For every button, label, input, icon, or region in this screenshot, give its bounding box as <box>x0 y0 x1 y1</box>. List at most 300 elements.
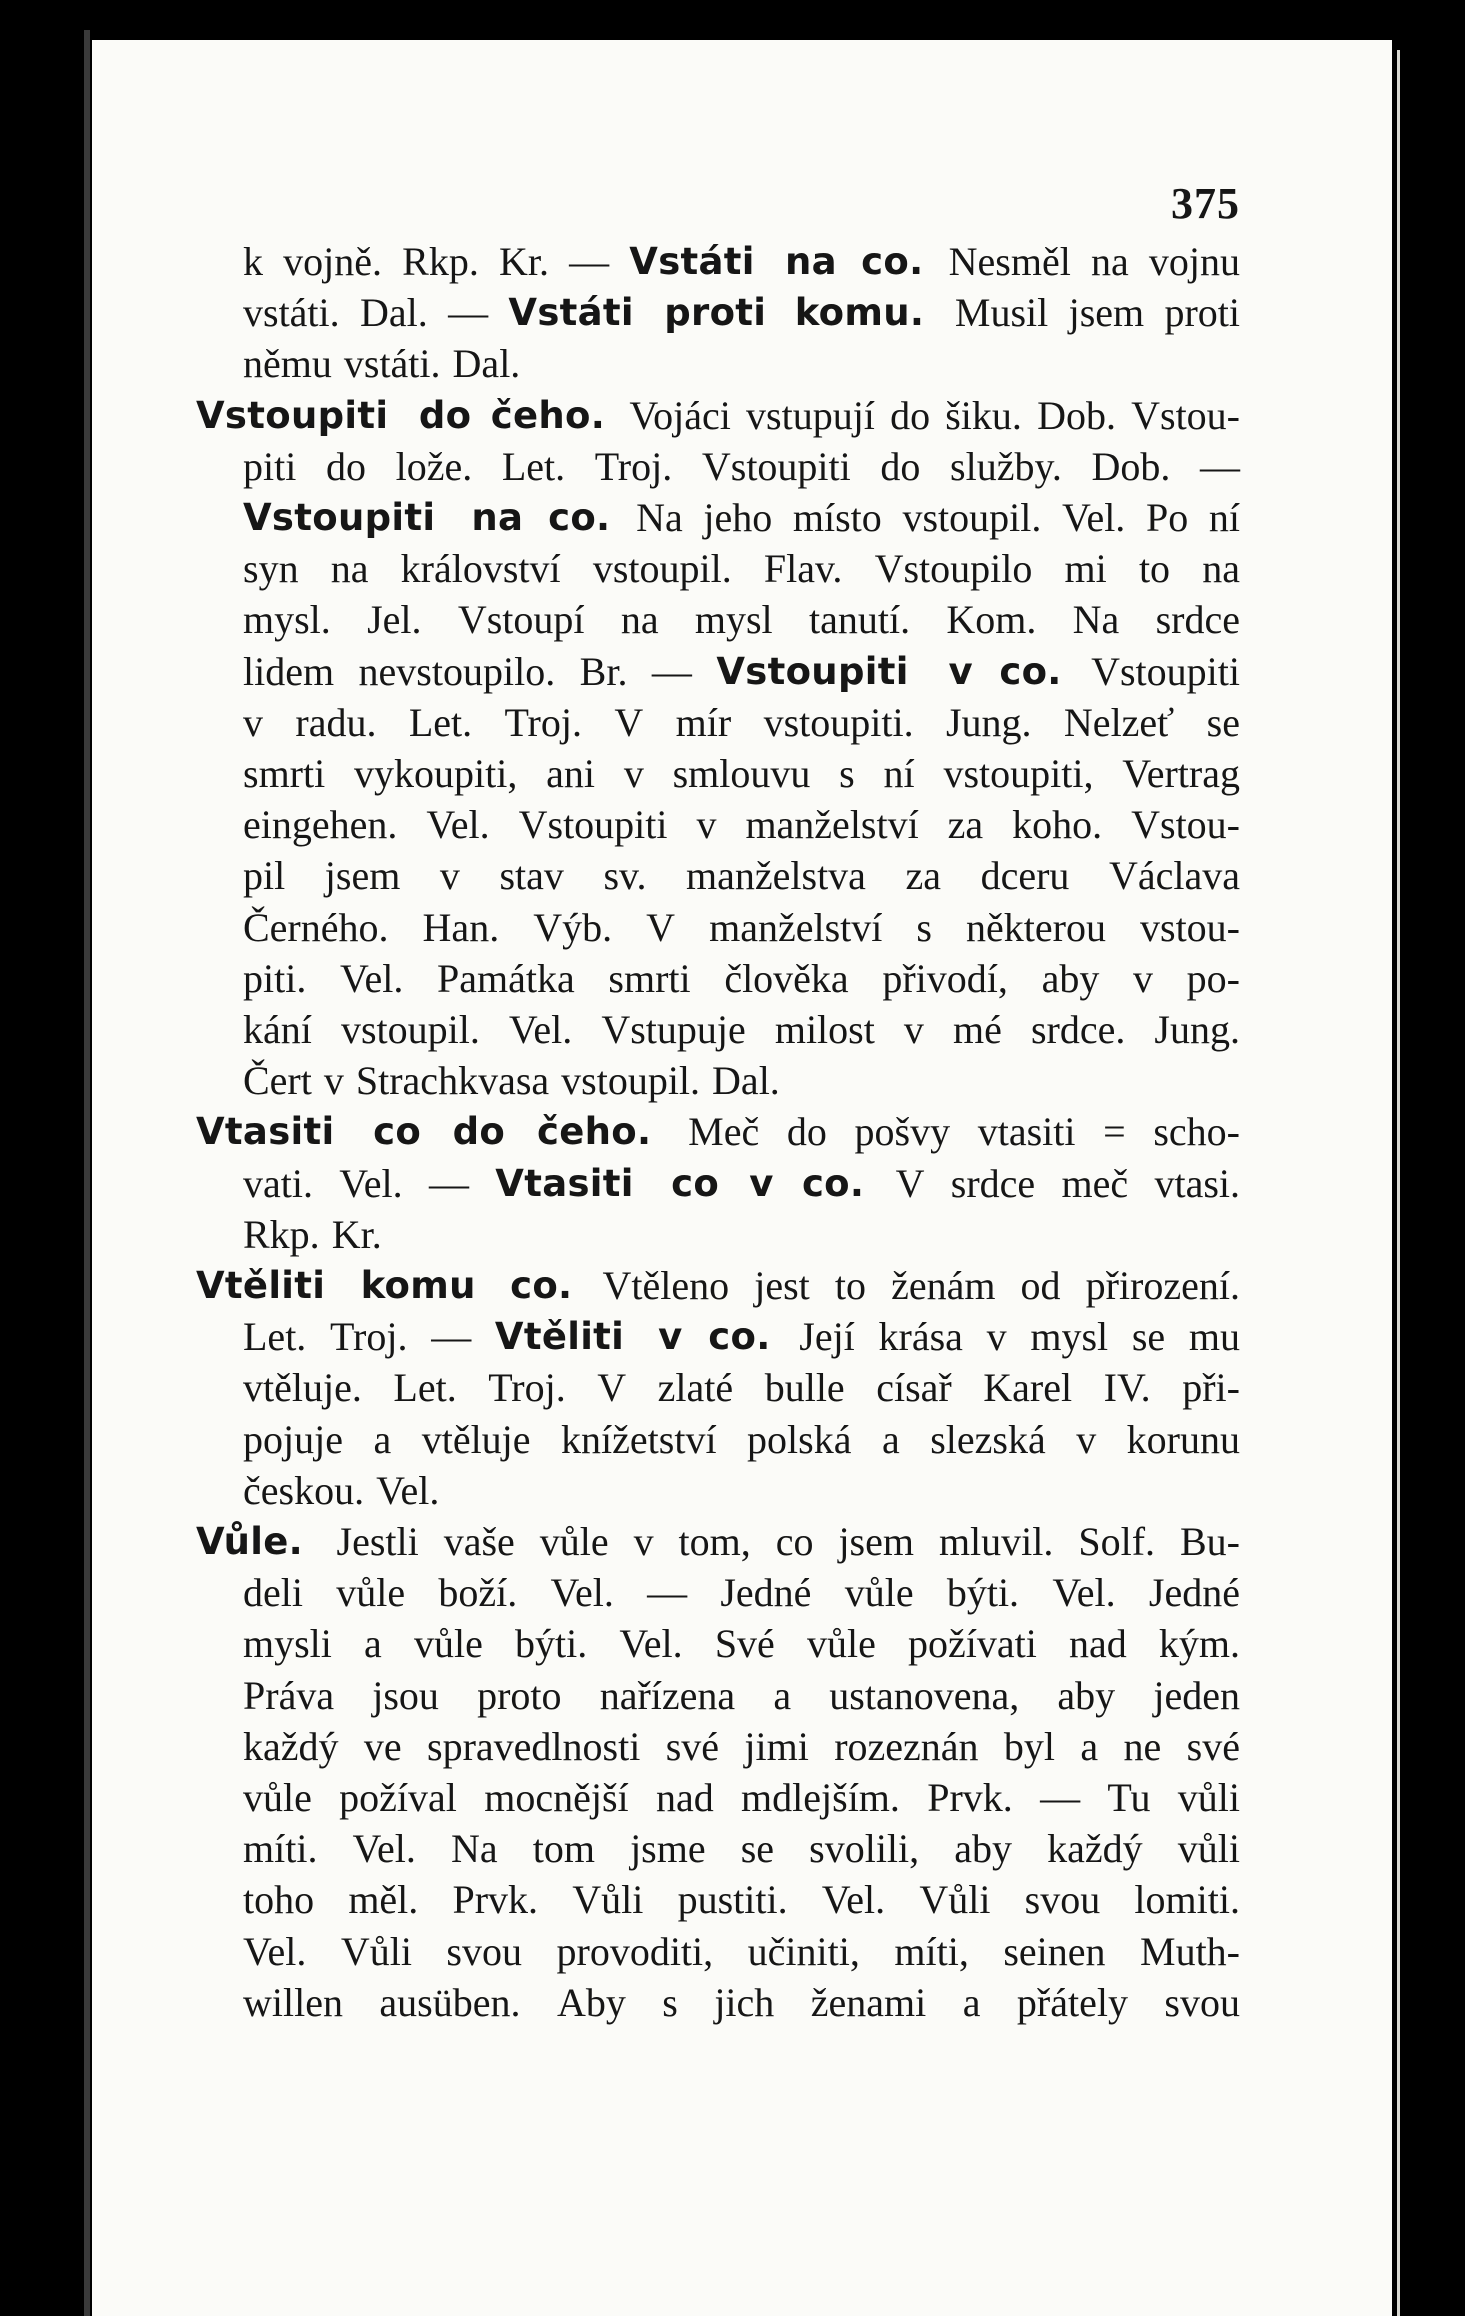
text-word: mi <box>1064 546 1107 592</box>
text-word: ní <box>1208 495 1240 540</box>
text-word: spravedlnosti <box>427 1723 641 1769</box>
headword: v <box>948 649 973 693</box>
text-word: Vel. <box>376 1467 440 1513</box>
text-word: se <box>1131 1314 1166 1360</box>
text-word: Vel. <box>426 802 490 848</box>
text-word: na <box>330 546 369 592</box>
text-word: Vojáci <box>629 392 731 438</box>
text-word: radu. <box>295 699 377 745</box>
text-word: němu <box>243 341 332 387</box>
text-word: Čert <box>243 1058 312 1104</box>
text-word: vstáti. <box>243 290 340 336</box>
text-word: Výb. <box>533 904 613 950</box>
headword: Vstoupiti <box>243 496 436 539</box>
headword: Vstoupiti <box>716 649 909 693</box>
headword: komu. <box>794 291 925 335</box>
text-line <box>0 1824 1465 1874</box>
text-word: kání <box>243 1007 312 1052</box>
text-line <box>0 1107 1465 1157</box>
text-word: Karel <box>983 1365 1073 1411</box>
text-word: vůle <box>413 1621 483 1667</box>
headword: na <box>784 240 837 283</box>
text-word: své <box>665 1723 720 1769</box>
text-word: — <box>1040 1775 1081 1820</box>
text-word: mluvil. <box>938 1519 1054 1564</box>
text-word: vati. <box>243 1160 313 1206</box>
text-word: mysl <box>1030 1314 1109 1360</box>
text-line <box>0 544 1465 594</box>
text-word: vstoupil. <box>592 546 732 592</box>
text-word: Václava <box>1108 853 1240 899</box>
text-word: — <box>647 1570 688 1616</box>
text-word: Flav. <box>763 546 843 592</box>
text-word: Jedné <box>1148 1570 1240 1616</box>
text-word: Vůli <box>919 1877 991 1923</box>
headword: v <box>658 1315 683 1359</box>
text-word: s <box>839 751 855 796</box>
text-word: Troj. <box>594 443 673 489</box>
text-word: se <box>740 1826 775 1872</box>
text-word: Dal. <box>452 341 521 387</box>
text-word: — <box>431 1314 472 1360</box>
text-word: bulle <box>764 1365 845 1411</box>
text-word: aby <box>1041 955 1100 1001</box>
text-word: Bu- <box>1180 1519 1240 1564</box>
text-word: vůle <box>243 1775 312 1820</box>
text-word: willen <box>243 1979 343 2025</box>
text-line <box>0 954 1465 1004</box>
headword: čeho. <box>536 1110 652 1154</box>
text-line <box>0 1978 1465 2028</box>
text-line <box>0 851 1465 901</box>
text-word: byl <box>1003 1723 1056 1769</box>
text-word: mír <box>675 699 732 745</box>
text-word: učiniti, <box>747 1928 860 1974</box>
text-word: = <box>1103 1109 1126 1155</box>
headword: Vtasiti <box>495 1161 634 1205</box>
text-word: na <box>1090 239 1129 284</box>
text-line <box>0 1312 1465 1362</box>
text-word: slezská <box>930 1416 1046 1462</box>
text-word: nevstoupilo. <box>358 648 556 694</box>
text-word: v <box>623 751 644 796</box>
text-line <box>0 1005 1465 1055</box>
text-word: ve <box>363 1723 402 1769</box>
text-word: svolili, <box>809 1826 920 1872</box>
text-line <box>0 237 1465 287</box>
text-word: tom <box>532 1826 595 1872</box>
text-line <box>0 1568 1465 1618</box>
text-word: jsem <box>1068 290 1145 336</box>
text-word: piti. <box>243 955 307 1001</box>
text-word: Na <box>636 495 683 540</box>
text-word: a <box>1080 1723 1099 1769</box>
text-word: — <box>1200 443 1240 489</box>
text-word: a <box>881 1416 900 1462</box>
text-word: Vstou- <box>1131 392 1240 438</box>
text-word: jest <box>754 1263 810 1308</box>
text-word: vaše <box>443 1519 515 1564</box>
text-word: a <box>773 1672 792 1718</box>
text-word: knížetství <box>561 1416 717 1462</box>
text-word: nad <box>1068 1621 1127 1667</box>
headword: Vstoupiti <box>196 393 389 437</box>
text-word: Musil <box>954 290 1049 336</box>
headword: komu <box>360 1264 476 1307</box>
text-word: v <box>323 1058 344 1104</box>
text-word: nařízena <box>599 1672 736 1718</box>
text-word: manželstva <box>686 853 866 899</box>
text-word: seinen <box>1003 1928 1106 1974</box>
text-word: IV. <box>1103 1365 1151 1411</box>
text-word: smrti <box>243 751 326 796</box>
text-word: po- <box>1186 955 1240 1001</box>
text-word: Vel. <box>243 1928 307 1974</box>
text-word: kým. <box>1158 1621 1240 1667</box>
text-word: jeden <box>1153 1672 1240 1718</box>
text-word: stav <box>499 853 564 899</box>
text-word: aby <box>1057 1672 1116 1718</box>
text-word: ne <box>1123 1723 1162 1769</box>
text-word: jeho <box>703 495 773 540</box>
headword: čeho. <box>490 393 606 437</box>
text-word: pošvy <box>854 1109 951 1155</box>
text-word: vstupují <box>746 392 875 438</box>
text-word: mysl <box>694 597 773 643</box>
text-word: Troj. <box>504 699 582 745</box>
text-word: deli <box>243 1570 303 1616</box>
text-line <box>0 595 1465 645</box>
text-word: mu <box>1188 1314 1240 1360</box>
text-word: vůle <box>336 1570 406 1616</box>
text-word: lomiti. <box>1134 1877 1240 1923</box>
text-line <box>0 1773 1465 1823</box>
text-word: Rkp. <box>402 239 479 284</box>
text-word: Vstoupiti <box>701 443 851 489</box>
headword: Vtěliti <box>196 1264 326 1307</box>
text-word: manželství <box>745 802 919 848</box>
text-word: na <box>620 597 659 643</box>
text-line <box>0 1261 1465 1311</box>
text-word: Kr. <box>499 239 549 284</box>
text-word: od <box>1020 1263 1061 1308</box>
text-word: tom, <box>678 1519 751 1564</box>
text-word: Její <box>799 1314 855 1360</box>
text-word: jsem <box>324 853 401 899</box>
text-word: lidem <box>243 648 335 694</box>
text-line <box>0 1722 1465 1772</box>
text-word: Kr. <box>331 1211 382 1257</box>
text-word: vůle <box>806 1621 876 1667</box>
text-word: ausüben. <box>379 1979 521 2025</box>
text-word: Dob. <box>1037 392 1116 438</box>
text-word: v <box>986 1314 1007 1360</box>
text-word: Památka <box>437 955 575 1001</box>
text-word: Prvk. <box>452 1877 539 1923</box>
text-word: V <box>895 1160 925 1206</box>
text-word: v <box>1076 1416 1097 1462</box>
text-word: míti. <box>243 1826 318 1872</box>
text-word: Vel. <box>1052 1570 1116 1616</box>
headword: v <box>749 1161 774 1205</box>
text-word: se <box>1206 699 1240 745</box>
text-word: Vel. <box>1061 495 1126 540</box>
text-word: pojuje <box>243 1416 343 1462</box>
text-word: — <box>428 1160 469 1206</box>
text-word: srdce. <box>1030 1007 1126 1052</box>
text-word: Vstoupiti <box>1091 648 1240 694</box>
headword: na <box>471 496 524 539</box>
text-line <box>0 1466 1465 1516</box>
text-word: Muth- <box>1140 1928 1240 1974</box>
text-word: v <box>633 1519 654 1564</box>
text-word: Dal. <box>359 290 428 336</box>
text-word: ustanovena, <box>829 1672 1020 1718</box>
text-word: Vertrag <box>1122 751 1240 796</box>
text-word: vojně. <box>283 239 383 284</box>
text-word: Strachkvasa <box>355 1058 550 1104</box>
text-word: míti, <box>894 1928 969 1974</box>
text-word: ženám <box>891 1263 996 1308</box>
text-word: vstoupil. <box>561 1058 701 1104</box>
text-word: Dob. <box>1091 443 1171 489</box>
text-word: s <box>662 1979 678 2025</box>
headword: co <box>671 1161 720 1205</box>
text-word: vstoupiti, <box>943 751 1094 796</box>
text-line <box>0 647 1465 697</box>
text-word: království <box>400 546 561 592</box>
text-word: Po <box>1145 495 1189 540</box>
text-line <box>0 903 1465 953</box>
text-line <box>0 442 1465 492</box>
text-word: Vůli <box>340 1928 412 1974</box>
text-word: Meč <box>688 1109 760 1155</box>
text-word: pustiti. <box>677 1877 788 1923</box>
text-word: Černého. <box>243 904 389 950</box>
text-word: některou <box>966 904 1106 950</box>
text-word: srdce <box>950 1160 1036 1206</box>
text-line <box>0 391 1465 441</box>
text-word: Jung. <box>945 699 1032 745</box>
text-word: tanutí. <box>808 597 911 643</box>
text-word: ní <box>883 751 915 796</box>
text-word: to <box>1138 546 1171 592</box>
text-word: Jel. <box>367 597 422 643</box>
text-word: toho <box>243 1877 315 1923</box>
text-word: Kom. <box>946 597 1037 643</box>
text-word: sv. <box>603 853 647 899</box>
text-word: místo <box>792 495 882 540</box>
text-word: každý <box>243 1723 339 1769</box>
text-line <box>0 749 1465 799</box>
text-word: služby. <box>950 443 1062 489</box>
text-word: jimi <box>744 1723 809 1769</box>
text-word: Jestli <box>336 1519 419 1564</box>
text-line <box>0 1363 1465 1413</box>
text-word: jsem <box>838 1519 914 1564</box>
text-word: to <box>834 1263 866 1308</box>
text-word: vykoupiti, <box>354 751 518 796</box>
text-word: mdlejším. <box>741 1775 900 1820</box>
text-word: Na <box>450 1826 498 1872</box>
text-line <box>0 1875 1465 1925</box>
text-word: přátely <box>1016 1979 1128 2025</box>
text-line <box>0 1210 1465 1260</box>
text-word: v <box>903 1007 924 1052</box>
text-word: Vstou- <box>1131 802 1240 848</box>
text-line <box>0 1927 1465 1977</box>
text-word: vůle <box>844 1570 914 1616</box>
text-word: býti. <box>946 1570 1020 1616</box>
text-word: v <box>243 699 263 745</box>
text-word: smrti <box>608 955 691 1001</box>
text-word: do <box>325 443 366 489</box>
text-word: Rkp. <box>243 1211 320 1257</box>
text-word: mocnější <box>484 1775 629 1820</box>
text-word: vůle <box>539 1519 609 1564</box>
text-line <box>0 288 1465 338</box>
text-word: proti <box>1164 290 1240 336</box>
text-word: Let. <box>501 443 566 489</box>
text-word: a <box>962 1979 981 2025</box>
text-word: mysl. <box>243 597 331 643</box>
text-word: scho- <box>1153 1109 1240 1155</box>
text-word: Vtěleno <box>602 1263 730 1308</box>
text-word: svou <box>446 1928 522 1974</box>
text-word: mysli <box>243 1621 332 1667</box>
text-word: milost <box>774 1007 875 1052</box>
text-word: meč <box>1061 1160 1129 1206</box>
headword: do <box>418 393 472 437</box>
text-word: Vel. <box>550 1570 614 1616</box>
text-word: V <box>614 699 644 745</box>
text-word: srdce <box>1155 597 1240 643</box>
text-word: měl. <box>348 1877 419 1923</box>
text-word: Vel. <box>821 1877 886 1923</box>
text-word: eingehen. <box>243 802 398 848</box>
text-word: vůli <box>1177 1775 1240 1820</box>
text-word: vstou- <box>1140 904 1240 950</box>
headword: proti <box>664 291 767 335</box>
text-word: piti <box>243 443 297 489</box>
text-word: k <box>243 239 263 284</box>
text-word: Vel. <box>340 955 404 1001</box>
text-word: ani <box>546 751 596 796</box>
text-word: jsme <box>630 1826 706 1872</box>
headword: co. <box>708 1315 771 1359</box>
text-word: býti. <box>514 1621 588 1667</box>
text-word: v <box>1133 955 1153 1001</box>
headword: co. <box>548 496 611 539</box>
headword: co. <box>801 1161 865 1205</box>
text-word: syn <box>243 546 299 592</box>
text-word: v <box>439 853 460 899</box>
text-word: s <box>916 904 932 950</box>
headword: co. <box>510 1264 573 1307</box>
text-line <box>0 1619 1465 1669</box>
text-word: zlaté <box>657 1365 734 1411</box>
text-word: vstoupil. <box>340 1007 480 1052</box>
text-line <box>0 1415 1465 1465</box>
text-word: a <box>373 1416 392 1462</box>
text-word: Br. <box>579 648 628 694</box>
text-word: nad <box>655 1775 714 1820</box>
text-word: co <box>775 1519 814 1564</box>
text-line <box>0 1671 1465 1721</box>
text-word: svou <box>1164 1979 1240 2025</box>
text-word: Vel. <box>508 1007 573 1052</box>
text-word: Tu <box>1107 1775 1151 1820</box>
text-word: V <box>646 904 676 950</box>
text-word: přirození. <box>1085 1263 1240 1308</box>
text-word: císař <box>876 1365 952 1411</box>
text-word: šiku. <box>945 392 1022 438</box>
text-word: každý <box>1047 1826 1143 1872</box>
text-word: rozeznán <box>834 1723 979 1769</box>
headword: do <box>452 1110 506 1154</box>
text-line <box>0 493 1465 543</box>
text-word: do <box>890 392 931 438</box>
text-word: ženami <box>810 1979 927 2025</box>
text-word: Han. <box>422 904 500 950</box>
text-word: vtasi. <box>1154 1160 1240 1206</box>
text-word: požíval <box>339 1775 457 1820</box>
headword: Vtasiti <box>196 1110 335 1154</box>
text-word: a <box>364 1621 382 1667</box>
text-word: své <box>1186 1723 1240 1769</box>
headword: Vůle. <box>196 1520 303 1563</box>
text-word: Vůli <box>572 1877 644 1923</box>
text-word: mé <box>953 1007 1002 1052</box>
text-word: v <box>696 802 717 848</box>
text-word: do <box>786 1109 827 1155</box>
text-word: proto <box>477 1672 562 1718</box>
text-word: manželství <box>709 904 883 950</box>
text-word: Let. <box>393 1365 457 1411</box>
text-word: Solf. <box>1078 1519 1156 1564</box>
text-line <box>0 800 1465 850</box>
text-word: — <box>448 290 489 336</box>
headword: co. <box>861 240 924 283</box>
text-word: vstoupiti. <box>763 699 914 745</box>
text-word: aby <box>954 1826 1013 1872</box>
headword: Vtěliti <box>494 1315 625 1359</box>
text-word: Prvk. <box>927 1775 1013 1820</box>
text-word: Vstoupilo <box>874 546 1033 592</box>
text-line <box>0 698 1465 748</box>
text-word: Dal. <box>712 1058 780 1104</box>
text-word: jsou <box>372 1672 439 1718</box>
text-word: koho. <box>1012 802 1103 848</box>
text-word: svou <box>1024 1877 1101 1923</box>
text-word: přivodí, <box>882 955 1008 1001</box>
text-word: vstáti. <box>343 341 441 387</box>
text-word: Jedné <box>720 1570 812 1616</box>
text-word: krása <box>878 1314 963 1360</box>
text-word: vtasiti <box>977 1109 1076 1155</box>
headword: co <box>373 1110 422 1154</box>
text-word: Vstoupiti <box>518 802 668 848</box>
text-word: lože. <box>395 443 473 489</box>
headword: co. <box>999 649 1062 693</box>
text-word: Vel. <box>352 1826 416 1872</box>
text-word: vstoupil. <box>902 495 1042 540</box>
text-word: vtěluje. <box>243 1365 362 1411</box>
text-word: V <box>597 1365 627 1411</box>
text-line <box>0 339 1465 389</box>
text-word: Vel. <box>339 1160 403 1206</box>
text-word: Jung. <box>1154 1007 1240 1052</box>
